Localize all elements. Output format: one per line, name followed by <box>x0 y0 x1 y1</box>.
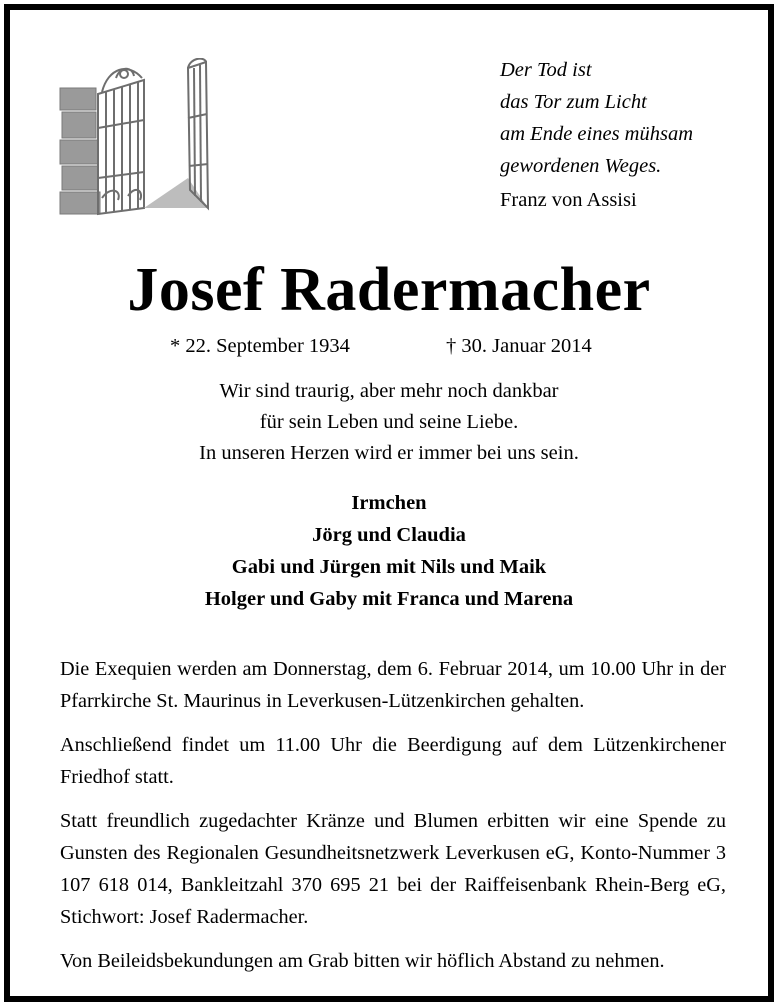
info-paragraph: Von Beileidsbekundungen am Grab bitten wir höflich Abstand zu nehmen. <box>60 950 665 972</box>
info-paragraph: Anschließend findet um 11.00 Uhr die Beerdigung auf dem Lützenkirchener Friedhof statt. <box>60 734 726 788</box>
family-entry: Holger und Gaby mit Franca und Marena <box>204 588 574 610</box>
verse-line: In unseren Herzen wird er immer bei uns sein. <box>199 442 579 464</box>
obituary-notice <box>4 4 774 1002</box>
gate-illustration <box>58 58 224 216</box>
quote-line: am Ende eines mühsam <box>500 123 694 145</box>
verse-line: für sein Leben und seine Liebe. <box>259 411 519 433</box>
service-information <box>60 653 726 977</box>
family-list <box>10 487 768 615</box>
family-entry: Gabi und Jürgen mit Nils und Maik <box>231 556 547 578</box>
death-date: † 30. Januar 2014 <box>446 335 592 357</box>
verse-line: Wir sind traurig, aber mehr noch dankbar <box>219 380 559 402</box>
quote-line: gewordenen Weges. <box>500 155 662 177</box>
family-entry: Irmchen <box>351 492 427 514</box>
quote-block <box>500 54 760 216</box>
family-entry: Jörg und Claudia <box>312 524 466 546</box>
quote-author: Franz von Assisi <box>500 189 637 211</box>
info-paragraph: Die Exequien werden am Donnerstag, dem 6. Februar 2014, um 10.00 Uhr in der Pfarrkirche St. Maurinus in Leverkusen-Lützenkirchen gehalten. <box>60 658 726 712</box>
birth-date: * 22. September 1934 <box>170 335 350 357</box>
deceased-name: Josef Radermacher <box>127 256 651 324</box>
quote-line: Der Tod ist <box>500 59 592 81</box>
info-paragraph: Statt freundlich zugedachter Kränze und Blumen erbitten wir eine Spende zu Gunsten des Regionalen Gesundheitsnetzwerk Leverkusen eG, Konto-Nummer 3 107 618 014, Bankleitzahl 370 695 21 bei der Raiffeisenbank Rhein-Berg eG, Stichwort: Josef Radermacher. <box>60 810 726 928</box>
quote-line: das Tor zum Licht <box>500 91 647 113</box>
verse-block <box>10 376 768 469</box>
